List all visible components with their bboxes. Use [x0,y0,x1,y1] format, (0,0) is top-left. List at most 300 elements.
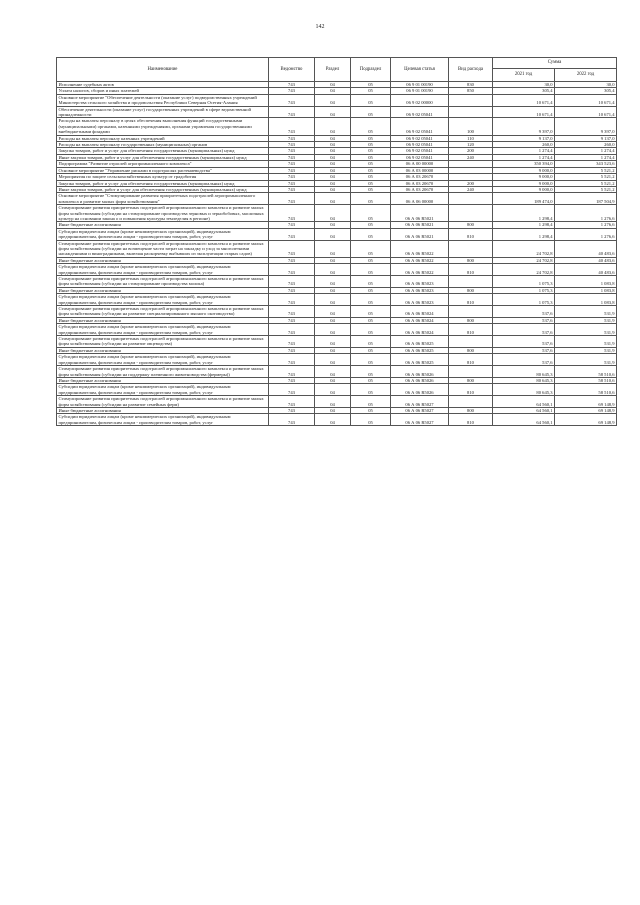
row-expense-type: 810 [449,228,493,240]
row-amount-2021: 537,6 [493,306,555,318]
row-razdel: 04 [315,193,351,205]
row-amount-2022: 69 148,9 [555,407,617,413]
row-target-article: 06 А 03 20670 [391,186,449,192]
row-razdel: 04 [315,186,351,192]
row-ved: 743 [269,135,315,141]
row-target-article: 06 А 00 00000 [391,161,449,167]
row-razdel: 04 [315,135,351,141]
row-razdel: 04 [315,377,351,383]
row-name: Стимулирование развития приоритетных подотраслей агропромышленного комплекса и развитие малых форм хозяйствования (субсидии на развитие семейных ферм) [57,396,269,408]
row-target-article: 06 А 06 R5024 [391,324,449,336]
row-ved: 743 [269,336,315,348]
row-amount-2022: 1 083,8 [555,276,617,288]
row-amount-2021: 30,0 [493,82,555,88]
row-amount-2022: 10 671,4 [555,94,617,106]
row-amount-2021: 80 645,3 [493,377,555,383]
row-ved: 743 [269,106,315,118]
row-razdel: 04 [315,317,351,323]
row-ved: 743 [269,180,315,186]
row-ved: 743 [269,287,315,293]
row-razdel: 04 [315,414,351,426]
row-ved: 743 [269,88,315,94]
row-target-article: 06 А 06 R5025 [391,354,449,366]
row-target-article: 06 А 06 R5021 [391,222,449,228]
row-ved: 743 [269,407,315,413]
row-amount-2022: 9 137,0 [555,135,617,141]
table-row [57,193,617,205]
row-amount-2021: 1 274,4 [493,148,555,154]
row-amount-2022: 531,9 [555,347,617,353]
row-amount-2021: 189 474,0 [493,193,555,205]
row-razdel: 04 [315,384,351,396]
row-amount-2021: 1 298,4 [493,228,555,240]
row-ved: 743 [269,205,315,222]
row-podrazdel: 05 [351,414,391,426]
row-name: Субсидии юридическим лицам (кроме некоммерческих организаций), индивидуальным предпринимателям, физическим лицам - производителям товаров, работ, услуг [57,324,269,336]
row-ved: 743 [269,276,315,288]
row-ved: 743 [269,193,315,205]
row-amount-2021: 305,4 [493,88,555,94]
row-amount-2022: 531,9 [555,354,617,366]
row-amount-2022: 1 276,6 [555,228,617,240]
row-razdel: 04 [315,264,351,276]
row-amount-2021: 9 000,0 [493,174,555,180]
row-expense-type: 810 [449,264,493,276]
row-expense-type: 200 [449,148,493,154]
row-name: Обеспечение деятельности (оказание услуг) государственных учреждений в сфере ведомственной принадлежности [57,106,269,118]
row-expense-type: 240 [449,186,493,192]
row-target-article: 06 9 02 05041 [391,142,449,148]
row-amount-2022: 1 274,4 [555,154,617,160]
row-podrazdel: 05 [351,294,391,306]
row-ved: 743 [269,167,315,173]
row-expense-type: 800 [449,287,493,293]
row-podrazdel: 05 [351,336,391,348]
row-ved: 743 [269,264,315,276]
row-expense-type [449,276,493,288]
row-target-article: 06 А 06 R5027 [391,414,449,426]
row-name: Стимулирование развития приоритетных подотраслей агропромышленного комплекса и развитие малых форм хозяйствования (субсидии на стимулирование производства молока) [57,276,269,288]
row-amount-2022: 1 276,6 [555,222,617,228]
row-target-article: 06 А 06 R5025 [391,336,449,348]
row-amount-2021: 9 000,0 [493,186,555,192]
row-razdel: 04 [315,407,351,413]
row-ved: 743 [269,354,315,366]
row-razdel: 04 [315,294,351,306]
row-amount-2021: 1 274,4 [493,154,555,160]
row-expense-type [449,240,493,257]
row-podrazdel: 05 [351,205,391,222]
page-number: 142 [315,24,325,30]
row-podrazdel: 05 [351,88,391,94]
row-amount-2021: 24 702,8 [493,240,555,257]
row-podrazdel: 05 [351,148,391,154]
row-name: Субсидии юридическим лицам (кроме некоммерческих организаций), индивидуальным предпринимателям, физическим лицам - производителям товаров, работ, услуг [57,384,269,396]
table-row [57,228,617,240]
row-expense-type [449,106,493,118]
row-name: Стимулирование развития приоритетных подотраслей агропромышленного комплекса и развитие малых форм хозяйствования (субсидии на развитие специализированного мясного скотоводства) [57,306,269,318]
row-podrazdel: 05 [351,118,391,135]
row-expense-type: 830 [449,82,493,88]
table-row [57,264,617,276]
row-target-article: 06 А 06 R5026 [391,377,449,383]
row-name: Иные бюджетные ассигнования [57,347,269,353]
row-podrazdel: 05 [351,257,391,263]
table-row [57,294,617,306]
table-row [57,384,617,396]
row-amount-2022: 5 521,2 [555,186,617,192]
row-podrazdel: 05 [351,407,391,413]
row-expense-type: 800 [449,317,493,323]
table-row [57,118,617,135]
row-amount-2022: 30,0 [555,82,617,88]
header-year-2021: 2021 год [493,69,555,82]
header-razdel: Раздел [315,58,351,82]
row-podrazdel: 05 [351,317,391,323]
row-amount-2021: 260,0 [493,142,555,148]
row-razdel: 04 [315,240,351,257]
row-amount-2021: 9 000,0 [493,180,555,186]
row-ved: 743 [269,174,315,180]
row-target-article: 06 9 02 05041 [391,154,449,160]
row-amount-2022: 10 671,4 [555,106,617,118]
row-expense-type: 800 [449,222,493,228]
row-razdel: 04 [315,88,351,94]
row-amount-2022: 9 397,0 [555,118,617,135]
row-amount-2022: 40 483,6 [555,257,617,263]
row-amount-2022: 40 483,6 [555,240,617,257]
header-name: Наименование [57,58,269,82]
table-row [57,94,617,106]
row-podrazdel: 05 [351,384,391,396]
row-name: Расходы на выплаты персоналу казенных учреждений [57,135,269,141]
row-razdel: 04 [315,257,351,263]
row-name: Иные закупки товаров, работ и услуг для обеспечения государственных (муниципальных) нужд [57,154,269,160]
row-target-article: 06 9 02 05041 [391,118,449,135]
row-name: Исполнение судебных актов [57,82,269,88]
row-amount-2022: 5 521,2 [555,180,617,186]
row-target-article: 06 9 02 05041 [391,148,449,154]
table-row [57,396,617,408]
row-podrazdel: 05 [351,396,391,408]
row-podrazdel: 05 [351,354,391,366]
row-name: Стимулирование развития приоритетных подотраслей агропромышленного комплекса и развитие малых форм хозяйствования (субсидии на стимулирование производства зерновых и зернобобовых, масличных культур на основании закона о и повышения культуры земледелия в регионе) [57,205,269,222]
row-razdel: 04 [315,287,351,293]
row-razdel: 04 [315,306,351,318]
row-amount-2022: 1 276,6 [555,205,617,222]
row-target-article: 06 А 06 R5023 [391,294,449,306]
table-row [57,306,617,318]
row-target-article: 06 А 06 R5022 [391,240,449,257]
row-amount-2021: 80 645,3 [493,366,555,378]
row-target-article: 06 А 06 R5026 [391,384,449,396]
row-ved: 743 [269,142,315,148]
row-amount-2021: 64 560,1 [493,407,555,413]
table-row [57,336,617,348]
row-razdel: 04 [315,276,351,288]
row-target-article: 06 9 01 00190 [391,88,449,94]
row-podrazdel: 05 [351,142,391,148]
row-name: Иные бюджетные ассигнования [57,317,269,323]
row-amount-2021: 24 702,8 [493,257,555,263]
row-amount-2022: 58 510,6 [555,377,617,383]
row-amount-2022: 531,9 [555,324,617,336]
row-podrazdel: 05 [351,377,391,383]
row-name: Основное мероприятие "Стимулирование развития приоритетных подотраслей агропромышленного комплекса и развитие малых форм хозяйствования" [57,193,269,205]
row-podrazdel: 05 [351,135,391,141]
row-ved: 743 [269,94,315,106]
row-amount-2022: 1 083,8 [555,287,617,293]
row-name: Субсидии юридическим лицам (кроме некоммерческих организаций), индивидуальным предпринимателям, физическим лицам - производителям товаров, работ, услуг [57,414,269,426]
header-podrazdel: Подраздел [351,58,391,82]
header-target-article: Целевая статья [391,58,449,82]
row-ved: 743 [269,396,315,408]
row-podrazdel: 05 [351,324,391,336]
row-amount-2021: 1 075,3 [493,287,555,293]
row-razdel: 04 [315,222,351,228]
row-name: Закупка товаров, работ и услуг для обеспечения государственных (муниципальных) нужд [57,148,269,154]
row-name: Закупка товаров, работ и услуг для обеспечения государственных (муниципальных) нужд [57,180,269,186]
row-expense-type: 810 [449,354,493,366]
row-name: Мероприятия по защите сельскохозяйственных культур от градобития [57,174,269,180]
row-razdel: 04 [315,148,351,154]
row-podrazdel: 05 [351,167,391,173]
row-ved: 743 [269,384,315,396]
row-ved: 743 [269,186,315,192]
row-expense-type: 810 [449,294,493,306]
row-ved: 743 [269,377,315,383]
row-target-article: 06 А 06 R5022 [391,257,449,263]
row-expense-type: 100 [449,118,493,135]
row-name: Подпрограмма "Развитие отраслей агропромышленного комплекса" [57,161,269,167]
row-target-article: 06 А 03 00000 [391,167,449,173]
row-podrazdel: 05 [351,228,391,240]
row-razdel: 04 [315,336,351,348]
row-expense-type: 120 [449,142,493,148]
row-ved: 743 [269,154,315,160]
row-target-article: 06 9 02 00000 [391,94,449,106]
row-amount-2021: 537,6 [493,336,555,348]
row-ved: 743 [269,294,315,306]
row-name: Стимулирование развития приоритетных подотраслей агропромышленного комплекса и развитие малых форм хозяйствования (субсидии на возмещение части затрат на закладку и уход за многолетними насаждениями и виноградниками, включая раскорчевку выбывших из эксплуатации старых садов) [57,240,269,257]
row-amount-2022: 531,9 [555,336,617,348]
row-podrazdel: 05 [351,154,391,160]
row-name: Уплата налогов, сборов и иных платежей [57,88,269,94]
row-ved: 743 [269,366,315,378]
row-target-article: 06 А 06 R5026 [391,366,449,378]
row-razdel: 04 [315,354,351,366]
row-razdel: 04 [315,82,351,88]
row-amount-2022: 58 510,6 [555,366,617,378]
row-amount-2022: 187 504,9 [555,193,617,205]
row-amount-2021: 9 000,0 [493,167,555,173]
row-razdel: 04 [315,167,351,173]
row-ved: 743 [269,118,315,135]
row-amount-2021: 24 702,8 [493,264,555,276]
table-row [57,106,617,118]
row-razdel: 04 [315,205,351,222]
row-name: Иные бюджетные ассигнования [57,407,269,413]
row-amount-2021: 1 075,3 [493,276,555,288]
row-amount-2022: 343 523,6 [555,161,617,167]
row-amount-2021: 537,6 [493,317,555,323]
row-amount-2021: 10 671,4 [493,94,555,106]
row-name: Иные закупки товаров, работ и услуг для обеспечения государственных (муниципальных) нужд [57,186,269,192]
row-target-article: 06 А 06 R5021 [391,228,449,240]
table-row [57,324,617,336]
table-row [57,354,617,366]
row-ved: 743 [269,414,315,426]
header-expense-type: Вид расхода [449,58,493,82]
row-razdel: 04 [315,228,351,240]
row-amount-2022: 5 521,2 [555,174,617,180]
row-amount-2022: 305,4 [555,88,617,94]
row-expense-type: 800 [449,347,493,353]
row-amount-2021: 537,6 [493,354,555,366]
row-name: Стимулирование развития приоритетных подотраслей агропромышленного комплекса и развитие малых форм хозяйствования (субсидии на развитие овцеводства) [57,336,269,348]
row-amount-2022: 1 083,8 [555,294,617,306]
row-expense-type [449,94,493,106]
row-ved: 743 [269,324,315,336]
row-target-article: 06 9 02 05041 [391,135,449,141]
row-ved: 743 [269,317,315,323]
row-amount-2021: 9 397,0 [493,118,555,135]
row-target-article: 06 А 06 R5021 [391,205,449,222]
row-amount-2021: 64 560,1 [493,414,555,426]
row-name: Иные бюджетные ассигнования [57,257,269,263]
row-name: Субсидии юридическим лицам (кроме некоммерческих организаций), индивидуальным предпринимателям, физическим лицам - производителям товаров, работ, услуг [57,294,269,306]
row-name: Субсидии юридическим лицам (кроме некоммерческих организаций), индивидуальным предпринимателям, физическим лицам - производителям товаров, работ, услуг [57,354,269,366]
row-target-article: 06 А 06 R5027 [391,407,449,413]
row-razdel: 04 [315,180,351,186]
row-amount-2021: 1 298,4 [493,205,555,222]
row-expense-type: 240 [449,154,493,160]
row-amount-2022: 40 483,6 [555,264,617,276]
row-ved: 743 [269,82,315,88]
row-expense-type: 810 [449,324,493,336]
row-amount-2021: 1 075,3 [493,294,555,306]
row-podrazdel: 05 [351,180,391,186]
row-target-article: 06 А 06 R5022 [391,264,449,276]
row-expense-type: 850 [449,88,493,94]
row-razdel: 04 [315,118,351,135]
row-expense-type [449,205,493,222]
row-amount-2021: 9 137,0 [493,135,555,141]
row-ved: 743 [269,240,315,257]
table-row [57,240,617,257]
row-amount-2021: 537,6 [493,324,555,336]
row-razdel: 04 [315,347,351,353]
row-target-article: 06 А 06 R5027 [391,396,449,408]
row-name: Иные бюджетные ассигнования [57,287,269,293]
row-podrazdel: 05 [351,287,391,293]
row-amount-2022: 69 148,9 [555,396,617,408]
row-amount-2022: 58 510,6 [555,384,617,396]
row-podrazdel: 05 [351,193,391,205]
row-expense-type [449,366,493,378]
row-amount-2021: 64 560,1 [493,396,555,408]
row-amount-2022: 69 148,9 [555,414,617,426]
row-amount-2022: 1 274,4 [555,148,617,154]
row-podrazdel: 05 [351,174,391,180]
row-amount-2022: 260,0 [555,142,617,148]
header-ved: Ведомство [269,58,315,82]
row-razdel: 04 [315,154,351,160]
row-target-article: 06 А 03 20670 [391,174,449,180]
row-name: Субсидии юридическим лицам (кроме некоммерческих организаций), индивидуальным предпринимателям, физическим лицам - производителям товаров, работ, услуг [57,264,269,276]
row-name: Иные бюджетные ассигнования [57,377,269,383]
row-name: Субсидии юридическим лицам (кроме некоммерческих организаций), индивидуальным предпринимателям, физическим лицам - производителям товаров, работ, услуг [57,228,269,240]
header-year-2022: 2022 год [555,69,617,82]
table-row [57,414,617,426]
row-target-article: 06 А 06 00000 [391,193,449,205]
row-podrazdel: 05 [351,106,391,118]
row-expense-type: 200 [449,180,493,186]
row-expense-type [449,336,493,348]
row-razdel: 04 [315,324,351,336]
row-name: Основное мероприятие "Обеспечение деятельности (оказание услуг) подведомственных учреждений Министерства сельского хозяйства и продовольствия Республики Северная Осетия-Алания [57,94,269,106]
row-target-article: 06 А 03 20670 [391,180,449,186]
row-ved: 743 [269,347,315,353]
row-amount-2021: 10 671,4 [493,106,555,118]
row-podrazdel: 05 [351,347,391,353]
row-amount-2021: 537,6 [493,347,555,353]
row-podrazdel: 05 [351,186,391,192]
row-razdel: 04 [315,94,351,106]
row-amount-2022: 531,9 [555,317,617,323]
row-podrazdel: 05 [351,161,391,167]
row-expense-type [449,306,493,318]
row-expense-type: 110 [449,135,493,141]
table-body [57,82,617,426]
row-name: Стимулирование развития приоритетных подотраслей агропромышленного комплекса и развитие малых форм хозяйствования (субсидии на поддержку племенного животноводства (фермеры)) [57,366,269,378]
row-amount-2021: 1 298,4 [493,222,555,228]
row-ved: 743 [269,228,315,240]
row-target-article: 06 9 02 05041 [391,106,449,118]
row-ved: 743 [269,161,315,167]
row-name: Основное мероприятие "Управление рисками в подотраслях растениеводства" [57,167,269,173]
row-razdel: 04 [315,366,351,378]
row-razdel: 04 [315,174,351,180]
row-razdel: 04 [315,396,351,408]
row-amount-2021: 80 645,3 [493,384,555,396]
row-podrazdel: 05 [351,264,391,276]
row-target-article: 06 А 06 R5025 [391,347,449,353]
row-expense-type: 800 [449,407,493,413]
row-ved: 743 [269,222,315,228]
row-podrazdel: 05 [351,222,391,228]
row-target-article: 06 А 06 R5024 [391,317,449,323]
row-podrazdel: 05 [351,240,391,257]
row-ved: 743 [269,148,315,154]
row-expense-type: 800 [449,377,493,383]
row-ved: 743 [269,257,315,263]
row-target-article: 06 А 06 R5023 [391,276,449,288]
row-razdel: 04 [315,142,351,148]
row-expense-type: 810 [449,384,493,396]
table-row [57,205,617,222]
budget-table [56,57,617,426]
row-expense-type [449,396,493,408]
row-name: Расходы на выплаты персоналу государственных (муниципальных) органов [57,142,269,148]
row-razdel: 04 [315,161,351,167]
row-name: Иные бюджетные ассигнования [57,222,269,228]
table-row [57,276,617,288]
row-podrazdel: 05 [351,366,391,378]
row-amount-2022: 5 521,2 [555,167,617,173]
row-name: Расходы на выплаты персоналу в целях обеспечения выполнения функций государственными (муниципальными) органами, казенными учреждениями, органами управления государственными внебюджетными фондами [57,118,269,135]
row-target-article: 06 А 06 R5024 [391,306,449,318]
